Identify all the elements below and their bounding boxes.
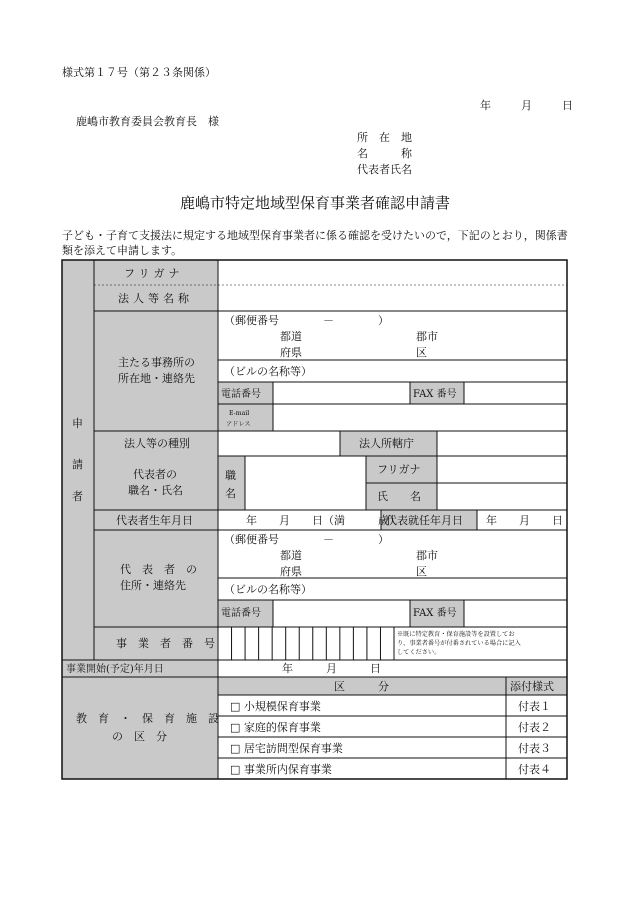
applicant-char-3: 者 [72,490,83,503]
name-furigana-label: フリガナ [377,463,421,476]
business-note-2: り，事業者番号が付番されている場合に記入 [397,640,521,647]
date-month: 月 [521,99,532,112]
rep-prefecture-label-1: 都道 [280,549,302,562]
business-number-label: 事 業 者 番 号 [116,637,215,650]
date-year: 年 [480,99,491,112]
intro-text: 子ども・子育て支援法に規定する地域型保育事業者に係る確認を受けたいので，下記のとおり，関係書類を添えて申請します。 [62,229,568,257]
corp-name-label: 法人等名称 [118,292,193,305]
corp-authority-label: 法人所轄庁 [359,437,414,450]
attachment-1: 付表１ [518,700,551,713]
rep-label-2: 職名・氏名 [128,484,183,497]
rep-address-label-1: 代 表 者 の [120,563,197,576]
start-date-value: 年 月 日 [282,662,381,675]
rep-tel-label: 電話番号 [221,608,261,619]
rep-start-value: 年 月 日 [486,514,563,527]
postal-code-label: （郵便番号 － ） [224,314,389,327]
main-office-label-2: 所在地・連絡先 [118,372,195,385]
attachment-4: 付表４ [518,763,551,776]
rep-start-label: 代表就任年月日 [386,514,463,527]
name-label: 氏 名 [377,490,421,503]
main-office-label-1: 主たる事務所の [118,356,195,369]
rep-city-label-1: 郡市 [416,549,438,562]
rep-prefecture-label-2: 府県 [280,565,302,578]
rep-postal-code-label: （郵便番号 － ） [224,533,389,546]
facility-label-2: の 区 分 [112,730,167,743]
title-char-2: 名 [225,487,236,500]
prefecture-label-1: 都道 [280,330,302,343]
title-char-1: 職 [225,469,236,482]
addressee: 鹿嶋市教育委員会教育長 様 [76,115,219,128]
tel-label: 電話番号 [221,389,261,400]
applicant-vertical-label [72,416,83,503]
rep-building-name-label: （ビルの名称等） [224,583,312,596]
city-label-1: 郡市 [416,330,438,343]
rep-city-label-2: 区 [416,565,427,578]
applicant-rep-label: 代表者氏名 [357,163,412,176]
form-number: 様式第１７号（第２３条関係） [62,66,216,79]
prefecture-label-2: 府県 [280,346,302,359]
rep-birth-label: 代表者生年月日 [116,514,193,527]
facility-label-1: 教 育 ・ 保 育 施 設 [76,712,219,725]
applicant-name-label: 名 称 [357,147,412,160]
email-label-1: E-mail [229,410,250,417]
email-label-2: アドレス [226,421,251,428]
applicant-char-1: 申 [72,417,83,430]
attachment-2: 付表２ [518,721,551,734]
category-home-visit[interactable]: □ 居宅訪問型保育事業 [230,742,343,755]
document-title: 鹿嶋市特定地域型保育事業者確認申請書 [179,194,450,212]
rep-address-label-2: 住所・連絡先 [120,579,186,592]
category-workplace[interactable]: □ 事業所内保育事業 [230,763,332,776]
corp-type-label: 法人等の種別 [124,437,190,450]
fax-label: FAX 番号 [413,389,457,400]
rep-fax-label: FAX 番号 [413,608,457,619]
applicant-char-2: 請 [72,458,83,471]
category-home-based[interactable]: □ 家庭的保育事業 [230,721,321,734]
category-small-scale[interactable]: □ 小規模保育事業 [230,700,321,713]
building-name-label: （ビルの名称等） [224,365,312,378]
attachment-3: 付表３ [518,742,551,755]
date-day: 日 [562,99,573,112]
rep-birth-value: 年 月 日（満 歳） [246,514,400,527]
rep-label-1: 代表者の [133,468,177,481]
furigana-label: フリガナ [124,267,184,280]
start-date-label: 事業開始(予定)年月日 [66,664,164,675]
applicant-address-label: 所 在 地 [357,131,412,144]
city-label-2: 区 [416,346,427,359]
category-header: 区 分 [334,680,389,693]
business-note-1: ※既に特定教育・保育施設等を設置してお [397,631,515,638]
business-note-3: してください。 [397,649,441,656]
attachment-header: 添付様式 [510,680,554,693]
